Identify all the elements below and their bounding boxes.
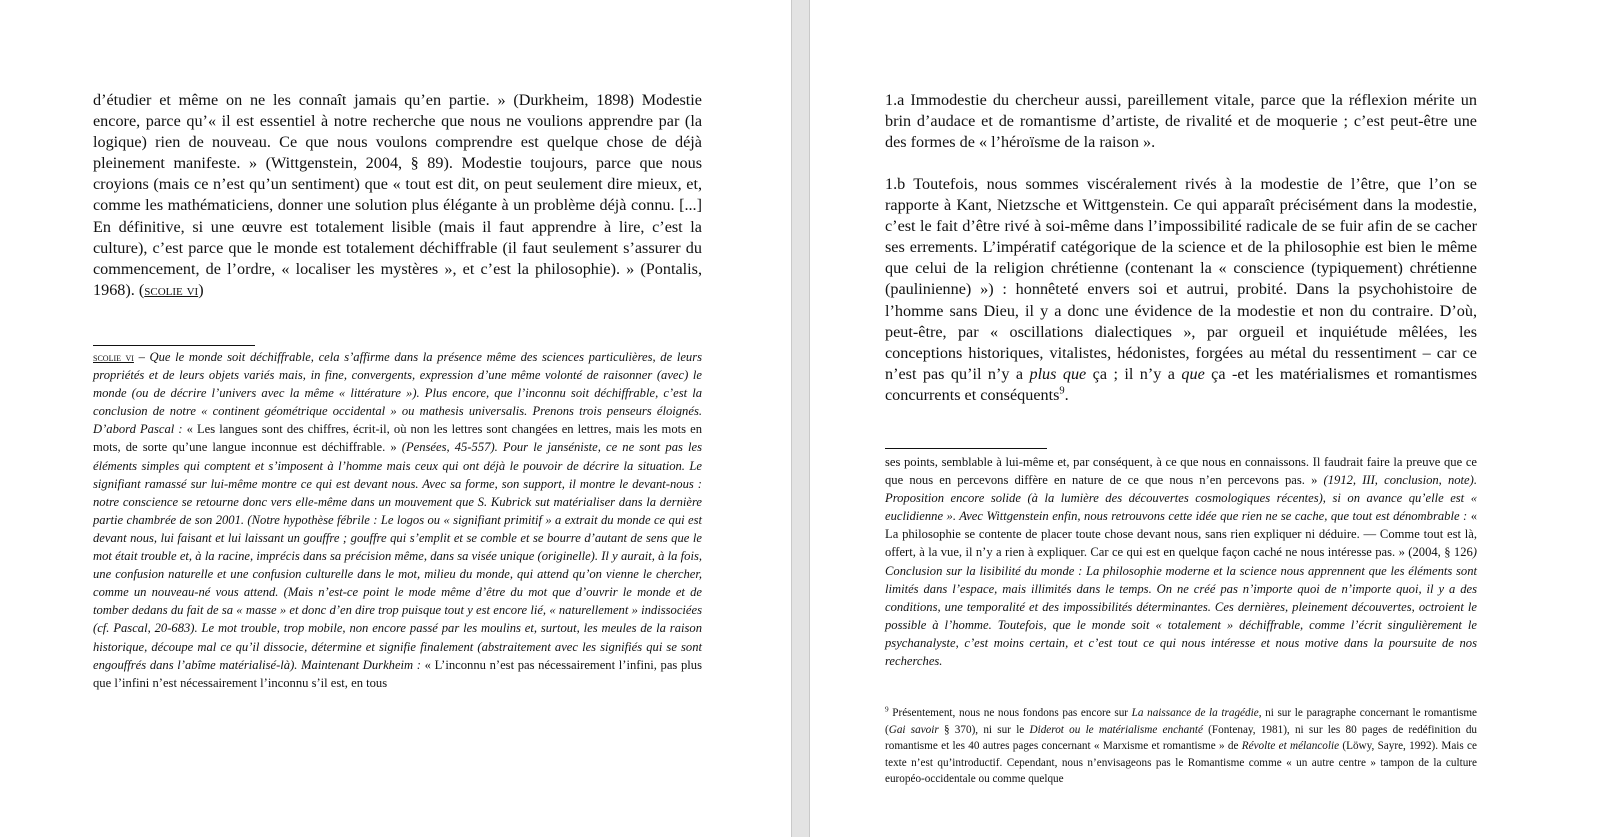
emphasis: que	[1181, 364, 1205, 383]
footnote-number: 9	[885, 705, 889, 714]
body-text-end: )	[198, 280, 204, 299]
book-title: La naissance de la tragédie	[1131, 707, 1259, 719]
footnote-text: Que le monde soit déchiffrable, cela s’affirme dans la présence même des sciences particulières, de leurs propriétés et de leurs objets variés mais, in fine, convergents, expression d’une même volonté de raisonner (avec) le monde (ou de décrire l’univers avec la même « littérature »). Plus encore, que l’inconnu soit déchiffrable, c’est la conclusion de notre « continent géométrique occidental » ou mathesis universalis. Prenons trois penseurs éloignés. D’abord Pascal :	[93, 350, 703, 437]
book-title: Diderot ou le matérialisme enchanté	[1029, 723, 1203, 736]
footnote-text: (1912, III, conclusion, note). Proposition encore solide (à la lumière des découvertes cosmologiques récentes), si on avance qu’elle est « euclidienne ». Avec Wittgenstein enfin, nous retrouvons cette idée que rien ne se cache, que tout est dénombrable :	[885, 473, 1477, 524]
paragraph-text: ça ; il n’y a	[1086, 364, 1182, 383]
footnote-text: (Fontenay, 1981), ni sur les 80 pages de redéfinition du romantisme et les 40 autres pages concernant « Marxisme et romantisme » de	[885, 723, 1478, 752]
paragraph-1a: 1.a Immodestie du chercheur aussi, pareillement vitale, parce que la réflexion mérite un brin d’audace et de romantisme d’artiste, de rivalité et de moquerie ; c’est peut-être une des formes de « l’héroïsme de la raison ».	[885, 91, 1477, 152]
footnote-scolie	[93, 348, 702, 692]
paragraph-text: 1.b Toutefois, nous sommes viscéralement rivés à la modestie de l’être, que l’on se rapporte à Kant, Nietzsche et Wittgenstein. Ce qui apparaît précisément dans la modestie, c’est le fait d’être rivé à soi-même dans l’impossibilité radicale de se fuir afin de se cacher ses errements. L’impératif catégorique de la science et de la philosophie est bien le même que celui de la religion chrétienne (contenant la « conscience (typiquement) chrétienne (paulinienne) ») : honnêteté envers soi et autrui, probité. Dans la psychohistoire de l’homme sans Dieu, il y a donc une évidence de la modestie et non du contraire. D’où, peut-être, par « oscillations dialectiques », par orgueil et inquiétude mêlées, les conceptions historiques, vitalistes, hédonistes, forgées au métal du ressentiment – car ce n’est pas qu’il n’y a	[885, 175, 1477, 383]
footnote-continuation	[885, 453, 1477, 670]
footnote-quote: ses points, semblable à lui-même et, par conséquent, à ce que nous en connaissons. Il faudrait faire la preuve que ce que nous en percevons diffère en nature de ce que nous n’en percevons pas. »	[885, 455, 1477, 488]
footnote-text: , ni sur le paragraphe concernant le romantisme (	[885, 707, 1478, 736]
footnote-separator	[93, 345, 255, 346]
footnote-text: ) Conclusion sur la lisibilité du monde : La philosophie moderne et la science nous apprennent que les éléments sont limités dans l’espace, mais illimités dans le temps. On ne créé pas n’importe quoi de n’importe quoi, il y a des conditions, une temporalité et des impossibilités déterminantes. Ces dernières, pleinement découvertes, octroient le possible à l’homme. Toutefois, que le monde soit « totalement » déchiffrable, comme l’écrit singulièrement le psychanalyste, c’est moins certain, et c’est tout ce qui nous intéresse et nous motive dans la poursuite de nos recherches.	[885, 545, 1477, 669]
footnote-text: Présentement, nous ne nous fondons pas encore sur	[888, 707, 1132, 719]
footnote-label: scolie vi	[93, 350, 134, 364]
book-title: Révolte et mélancolie	[1241, 740, 1340, 752]
footnote-separator	[885, 448, 1047, 449]
book-title: Gai savoir	[888, 723, 939, 736]
document-page-left	[0, 0, 791, 837]
paragraph-1b	[885, 174, 1477, 406]
footnote-dash: –	[133, 350, 150, 364]
body-text: d’étudier et même on ne les connaît jamais qu’en partie. » (Durkheim, 1898) Modestie encore, parce qu’« il est essentiel à notre recherche que nous ne voulions apprendre par (la logique) rien de nouveau. Ce que nous voulons comprendre est quelque chose de déjà pleinement manifeste. » (Wittgenstein, 2004, § 89). Modestie toujours, parce que nous croyions (mais ce n’est qu’un sentiment) que « tout est dit, on peut seulement dire mieux, et, comme les mathématiciens, donner une solution plus élégante à un problème déjà connu. [...] En définitive, si une œuvre est totalement lisible (mais il faut apprendre à lire, c’est la culture), c’est parce que le monde est totalement déchiffrable (il faut seulement s’assurer du commencement, de l’ordre, « localiser les mystères », et c’est la philosophie). » (Pontalis, 1968). (	[93, 91, 702, 299]
footnote-text: § 370), ni sur le	[938, 723, 1030, 736]
footnote-9	[885, 705, 1477, 788]
emphasis: plus que	[1029, 364, 1087, 383]
footnote-reference-9[interactable]: 9	[1059, 385, 1065, 397]
paragraph-text: ça -et les matérialismes et romantismes concurrents et conséquents	[885, 364, 1478, 404]
document-page-right	[810, 0, 1601, 837]
body-paragraph	[93, 90, 702, 301]
footnote-text: (Pensées, 45-557). Pour le janséniste, ce ne sont pas les éléments simples qui comptent et s’imposent à l’homme mais ceux qui ont déjà le pouvoir de décrire la situation. Le signifiant ramassé sur lui-même montre ce qui est devant nous. Avec sa forme, son support, il montre le devant-nous : notre conscience se retourne donc vers elle-même dans un mouvement que S. Kubrick sut matérialiser dans la dernière partie chambrée de son 2001. (Notre hypothèse fébrile : Le logos ou « signifiant primitif » a extrait du monde ce qui est devant nous, lui faisant et lui laissant un gouffre ; gouffre qui s’emplit et se comble et se bourre d’autant de sens que le mot était trouble et, à la racine, imprécis dans sa précision même, dans sa visée unique (originelle). Il y aurait, à la fois, une confusion naturelle et une confusion culturelle dans le mot, milieu du monde, qui attend qu’on vienne le chercher, comme un nouveau-né vous attend. (Mais n’est-ce point le mode même d’être du mot que d’ouvrir le monde et de tomber dedans du fait de sa « masse » et donc d’en dire trop puisque tout y est encore lié, « naturellement » indissociées (cf. Pascal, 20-683). Le mot trouble, trop mobile, non encore passé par les moulins et, surtout, les meules de la raison historique, découpe mal ce qu’il dissocie, détermine et signifie finalement (abstraitement avec les signifiés qui se sont engouffrés dans l’abîme matérialisé-là). Maintenant Durkheim :	[93, 440, 703, 672]
footnote-quote-pascal: « Les langues sont des chiffres, écrit-il, où non les lettres sont changées en lettres, mais les mots en mots, de sorte qu’une langue inconnue est déchiffrable. »	[93, 422, 703, 455]
paragraph-text: .	[1064, 385, 1069, 404]
footnote-quote-wittgenstein: « La philosophie se contente de placer toute chose devant nous, sans rien expliquer ni déduire. — Comme tout est là, offert, à la vue, il n’y a rien à expliquer. Car ce qui est en quelque façon caché ne nous intéresse pas. » (2004, § 126	[885, 509, 1477, 560]
footnote-text: (Löwy, Sayre, 1992). Mais ce texte n’est qu’introductif. Cependant, nous n’envisageons pas le Romantisme comme « un autre centre » tampon de la culture européo-occidentale ou comme quelque	[885, 740, 1477, 785]
footnote-quote-durkheim: « L’inconnu n’est pas nécessairement l’infini, pas plus que l’infini n’est nécessairement l’inconnu s’il est, en tous	[93, 657, 702, 690]
scolie-link[interactable]: scolie vi	[144, 281, 199, 299]
page-gutter	[791, 0, 810, 837]
